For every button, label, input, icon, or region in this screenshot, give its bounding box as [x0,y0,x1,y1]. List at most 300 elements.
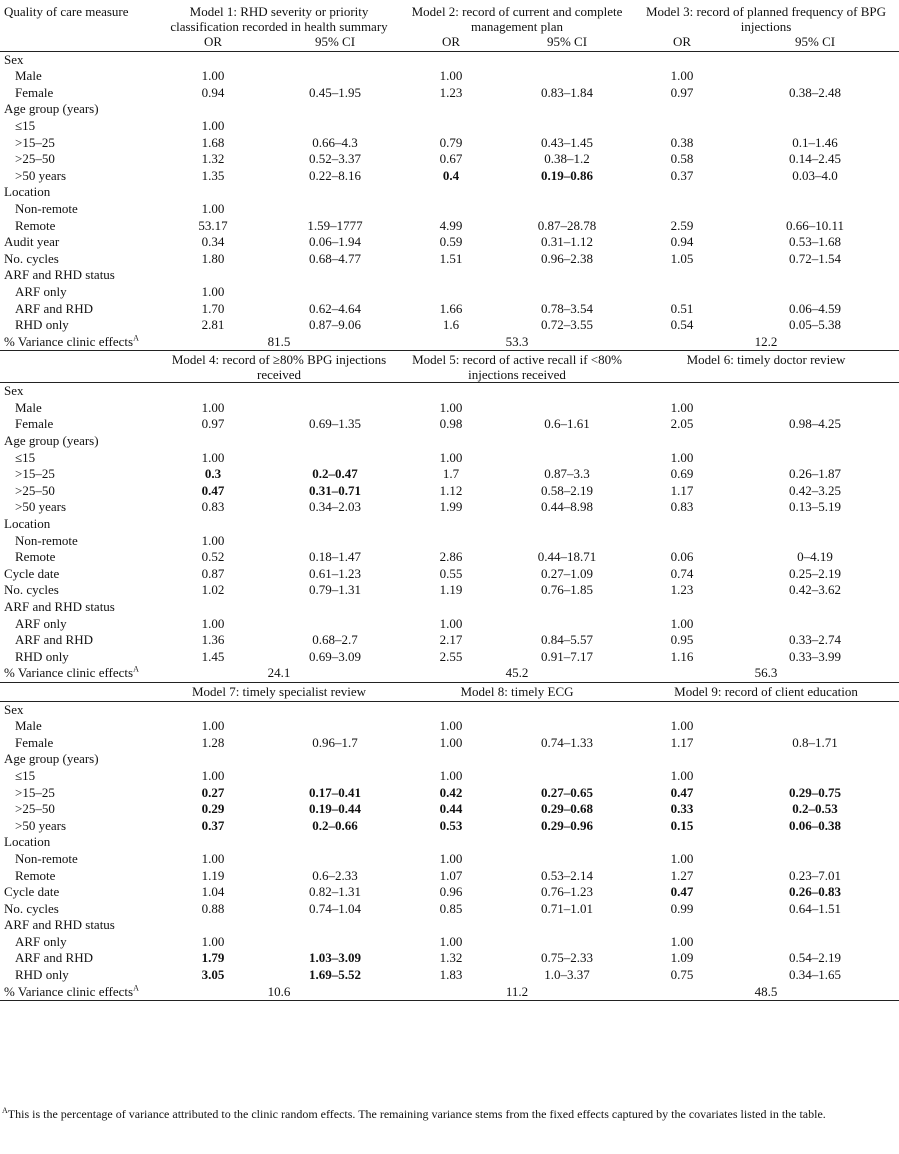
table-row [0,701,899,718]
row-label: ARF only [15,933,67,949]
ci-value: 0.76–1.85 [541,582,594,598]
table-row [0,68,899,85]
or-value-bold: 0.47 [670,884,694,900]
ci-value [501,851,633,868]
row-label: No. cycles [4,582,59,598]
ci-value: 0.42–3.25 [789,482,842,498]
row-label: RHD only [15,648,69,664]
col-header-ci: 95% CI [501,34,633,51]
ci-value [731,118,899,135]
or-value: 1.00 [670,68,694,84]
or-value: 0.97 [201,416,225,432]
ci-value-bold: 0.17–0.41 [309,784,361,800]
ci-value: 0.66–10.11 [786,217,845,233]
ci-value [269,483,401,500]
ci-value [731,400,899,417]
ci-value-bold: 0.27–0.65 [541,784,594,800]
variance-row [0,665,899,682]
ci-value [269,450,401,467]
ci-value [269,950,401,967]
variance-value: 45.2 [401,665,633,682]
row-label: ARF and RHD [15,300,94,316]
row-label: ARF and RHD status [4,267,115,283]
or-value: 0.51 [670,300,694,316]
ci-value: 0.1–1.46 [792,134,838,150]
or-value: 1.00 [670,718,694,734]
or-value: 0.83 [201,499,225,515]
ci-value [269,785,401,802]
row-label: Age group (years) [4,101,99,117]
table-row [0,649,899,666]
or-value: 1.00 [201,850,225,866]
or-value: 1.70 [201,300,225,316]
or-value: 1.00 [670,850,694,866]
group-spacer [157,383,899,400]
table-row [0,383,899,400]
or-value: 0.06 [670,549,694,565]
ci-value [269,118,401,135]
ci-value: 0.03–4.0 [792,167,838,183]
or-value: 0.59 [439,234,463,250]
ci-value: 1.59–1777 [307,217,363,233]
row-label: ≤15 [15,449,36,465]
model-header-6: Model 6: timely doctor review [686,352,846,368]
variance-value: 24.1 [157,665,401,682]
or-value: 1.80 [201,250,225,266]
or-value-bold: 3.05 [201,967,225,983]
row-label: >50 years [15,817,67,833]
ci-value: 0.84–5.57 [541,632,594,648]
ci-value: 0.05–5.38 [789,317,842,333]
or-value: 1.00 [201,200,225,216]
table-row [0,267,899,284]
ci-value [501,168,633,185]
row-label: Cycle date [4,565,60,581]
table-row [0,884,899,901]
table-row [0,301,899,318]
table-row [0,416,899,433]
ci-value: 0.06–4.59 [789,300,842,316]
table-body [0,2,899,1001]
ci-value-bold: 0.26–0.83 [789,884,842,900]
ci-value: 0.26–1.87 [789,466,842,482]
ci-value: 0.22–8.16 [309,167,361,183]
model-header-3: Model 3: record of planned frequency of BPG injections [645,4,887,34]
or-value: 1.00 [201,68,225,84]
ci-value: 0.69–3.09 [309,648,361,664]
ci-value: 0.79–1.31 [309,582,361,598]
or-value: 2.55 [439,648,463,664]
or-value: 0.67 [439,151,463,167]
or-value: 1.23 [439,84,463,100]
col-header-or: OR [157,34,269,51]
or-value: 1.00 [201,767,225,783]
ci-value: 0.72–3.55 [541,317,594,333]
table-row [0,450,899,467]
or-value: 1.00 [201,449,225,465]
row-label: Age group (years) [4,433,99,449]
or-value [633,201,731,218]
ci-value: 0.74–1.04 [309,900,361,916]
or-value: 0.94 [670,234,694,250]
or-value: 1.45 [201,648,225,664]
or-value [401,818,501,835]
variance-value: 10.6 [157,984,401,1001]
or-value [157,801,269,818]
or-value-bold: 0.27 [201,784,225,800]
or-value [401,785,501,802]
or-value [157,818,269,835]
table-row [0,400,899,417]
row-label: Male [15,718,42,734]
ci-value-bold: 0.29–0.68 [541,801,594,817]
or-value: 0.95 [670,632,694,648]
or-value: 53.17 [198,217,228,233]
row-label: Non-remote [15,850,78,866]
or-value: 1.00 [439,718,463,734]
ci-value: 0.34–2.03 [309,499,361,515]
ci-value: 0.33–2.74 [789,632,842,648]
table-row [0,317,899,334]
group-spacer [157,267,899,284]
col-header-or: OR [401,34,501,51]
variance-value: 11.2 [401,984,633,1001]
group-spacer [157,433,899,450]
ci-value-bold: 0.06–0.38 [789,817,842,833]
table-row [0,718,899,735]
row-label: Female [15,416,54,432]
row-label: ARF only [15,283,67,299]
variance-row [0,984,899,1001]
or-value: 1.00 [439,68,463,84]
ci-value-bold: 0.29–0.75 [789,784,842,800]
ci-value: 0.96–1.7 [312,734,358,750]
ci-value: 0.76–1.23 [541,884,594,900]
or-value: 1.00 [439,449,463,465]
ci-value: 0.71–1.01 [541,900,594,916]
or-value-bold: 0.42 [439,784,463,800]
table-row [0,284,899,301]
ci-value: 0.82–1.31 [309,884,361,900]
ci-value [501,400,633,417]
ci-value [501,68,633,85]
row-label: >15–25 [15,134,55,150]
ci-value: 0.58–2.19 [541,482,594,498]
row-label: RHD only [15,967,69,983]
ci-value [269,967,401,984]
or-value: 1.19 [201,867,225,883]
model-header-4: Model 4: record of ≥80% BPG injections received [171,352,387,383]
model-header-9: Model 9: record of client education [674,683,858,699]
table-row [0,184,899,201]
or-value: 1.00 [439,767,463,783]
ci-value [731,785,899,802]
ci-value: 0.45–1.95 [309,84,361,100]
ci-value [501,201,633,218]
ci-value [731,801,899,818]
ci-value: 0.75–2.33 [541,950,594,966]
row-label: Remote [15,549,56,565]
ci-value-bold: 1.69–5.52 [309,967,361,983]
row-label: ≤15 [15,767,36,783]
or-value: 1.00 [670,615,694,631]
ci-value-bold: 0.31–0.71 [309,482,361,498]
or-value-bold: 0.33 [670,801,694,817]
variance-value: 53.3 [401,334,633,351]
group-spacer [157,751,899,768]
ci-value [731,533,899,550]
col-header-or: OR [633,34,731,51]
model-header-8: Model 8: timely ECG [460,683,574,699]
or-value-bold: 1.79 [201,950,225,966]
or-value [401,168,501,185]
row-label: No. cycles [4,900,59,916]
ci-value [501,718,633,735]
row-label: Location [4,184,51,200]
or-value: 0.75 [670,967,694,983]
ci-value [731,884,899,901]
or-value: 1.00 [439,615,463,631]
table-row [0,967,899,984]
footnote-marker: A [2,1106,8,1115]
ci-value [269,851,401,868]
ci-value: 0.42–3.62 [789,582,842,598]
variance-label [0,984,157,1001]
ci-value: 0.62–4.64 [309,300,361,316]
ci-value [269,201,401,218]
model-header-7: Model 7: timely specialist review [192,683,367,699]
variance-label-text: % Variance clinic effects [4,665,134,681]
or-value: 2.05 [670,416,694,432]
row-label: ARF only [15,615,67,631]
or-value: 0.85 [439,900,463,916]
ci-value: 0.78–3.54 [541,300,594,316]
table-row [0,201,899,218]
table-row [0,51,899,68]
or-value: 0.54 [670,317,694,333]
table-row [0,118,899,135]
table-row [0,234,899,251]
ci-value: 0.33–3.99 [789,648,842,664]
row-label: ARF and RHD [15,950,94,966]
row-label: Male [15,399,42,415]
variance-value: 56.3 [633,665,899,682]
table-row [0,251,899,268]
or-value-bold: 0.44 [439,801,463,817]
or-value: 1.32 [439,950,463,966]
or-value-bold: 0.53 [439,817,463,833]
variance-label [0,665,157,682]
or-value: 0.83 [670,499,694,515]
ci-value: 0.6–1.61 [544,416,590,432]
ci-value-bold: 1.03–3.09 [309,950,361,966]
row-label: >25–50 [15,151,55,167]
or-value: 0.87 [201,565,225,581]
row-label: Sex [0,51,157,68]
row-label: >25–50 [15,801,55,817]
ci-value: 0.43–1.45 [541,134,594,150]
header-empty [0,34,157,51]
or-value-bold: 0.47 [201,482,225,498]
row-label: Cycle date [4,884,60,900]
or-value: 1.99 [439,499,463,515]
col-header-quality-measure: Quality of care measure [4,4,129,19]
ci-value [269,616,401,633]
or-value: 0.52 [201,549,225,565]
ci-value: 0.38–1.2 [544,151,590,167]
row-label: Male [15,68,42,84]
ci-value [731,284,899,301]
ci-value [269,768,401,785]
table-row [0,599,899,616]
or-value: 0.97 [670,84,694,100]
or-value [157,950,269,967]
row-label: Non-remote [15,200,78,216]
row-label: RHD only [15,317,69,333]
table-row [0,101,899,118]
variance-label-text: % Variance clinic effects [4,333,134,349]
or-value [157,466,269,483]
ci-value: 0.44–18.71 [537,549,597,565]
or-value [633,818,731,835]
ci-value: 0.06–1.94 [309,234,361,250]
ci-value [501,818,633,835]
ci-value: 0.8–1.71 [792,734,838,750]
variance-label [0,334,157,351]
row-label: Sex [0,701,157,718]
ci-value [731,450,899,467]
ci-value: 0.87–28.78 [537,217,597,233]
table-row [0,168,899,185]
ci-value: 0.96–2.38 [541,250,594,266]
variance-value: 81.5 [157,334,401,351]
or-value: 1.00 [670,399,694,415]
table-row [0,549,899,566]
ci-value: 0.66–4.3 [312,134,358,150]
or-value: 0.96 [439,884,463,900]
or-value [157,967,269,984]
ci-value: 0.34–1.65 [789,967,842,983]
group-spacer [157,701,899,718]
row-label: Age group (years) [4,751,99,767]
or-value-bold: 0.4 [442,167,460,183]
ci-value: 0.27–1.09 [541,565,594,581]
ci-value-bold: 0.2–0.47 [312,466,358,482]
or-value: 1.00 [201,532,225,548]
group-spacer [157,917,899,934]
ci-value [501,118,633,135]
ci-value [269,284,401,301]
row-label: Location [4,834,51,850]
table-row [0,868,899,885]
group-spacer [157,184,899,201]
table-row [0,785,899,802]
ci-value [501,785,633,802]
row-label: >50 years [15,167,67,183]
ci-value: 0.54–2.19 [789,950,842,966]
ci-value: 0.13–5.19 [789,499,842,515]
or-value: 0.69 [670,466,694,482]
table-row [0,632,899,649]
ci-value [731,934,899,951]
or-value: 1.00 [670,449,694,465]
ci-value: 0.69–1.35 [309,416,361,432]
ci-value-bold: 0.19–0.44 [309,801,361,817]
row-label: Female [15,84,54,100]
or-value [401,201,501,218]
or-value: 0.98 [439,416,463,432]
or-value: 1.00 [670,767,694,783]
col-header-ci: 95% CI [731,34,899,51]
row-label: Remote [15,217,56,233]
or-value: 4.99 [439,217,463,233]
ci-value: 0.44–8.98 [541,499,594,515]
table-row [0,751,899,768]
ci-value: 0.25–2.19 [789,565,842,581]
or-value-bold: 0.15 [670,817,694,833]
or-value: 1.09 [670,950,694,966]
ci-value-bold: 0.2–0.66 [312,817,358,833]
table-footnote [2,1107,895,1122]
table-row [0,533,899,550]
ci-value: 0.91–7.17 [541,648,594,664]
variance-footnote-marker: A [133,665,139,675]
ci-value [269,818,401,835]
variance-value: 12.2 [633,334,899,351]
or-value [633,801,731,818]
ci-value [501,934,633,951]
table-row [0,901,899,918]
or-value: 0.99 [670,900,694,916]
or-value: 1.68 [201,134,225,150]
or-value: 1.00 [439,734,463,750]
or-value: 2.81 [201,317,225,333]
row-label: Remote [15,867,56,883]
or-value: 1.05 [670,250,694,266]
or-value [633,284,731,301]
or-value: 1.00 [439,933,463,949]
table-row [0,851,899,868]
ci-value: 0.72–1.54 [789,250,842,266]
or-value: 1.00 [201,117,225,133]
table-row [0,135,899,152]
ci-value [731,768,899,785]
quality-of-care-table [0,2,899,1001]
row-label: Non-remote [15,532,78,548]
table-row [0,151,899,168]
or-value: 0.55 [439,565,463,581]
table-row [0,516,899,533]
or-value-bold: 0.47 [670,784,694,800]
ci-value: 0–4.19 [797,549,833,565]
ci-value [731,818,899,835]
row-label: ARF and RHD status [4,917,115,933]
ci-value [501,284,633,301]
table-row [0,616,899,633]
ci-value: 0.68–2.7 [312,632,358,648]
row-label: Location [4,516,51,532]
header-row-or-ci [0,34,899,51]
or-value: 1.00 [201,615,225,631]
or-value: 0.58 [670,151,694,167]
or-value: 1.7 [442,466,460,482]
row-label: ARF and RHD status [4,599,115,614]
ci-value: 0.87–3.3 [544,466,590,482]
ci-value [269,466,401,483]
or-value: 1.16 [670,648,694,664]
or-value: 1.66 [439,300,463,316]
or-value: 1.02 [201,582,225,598]
